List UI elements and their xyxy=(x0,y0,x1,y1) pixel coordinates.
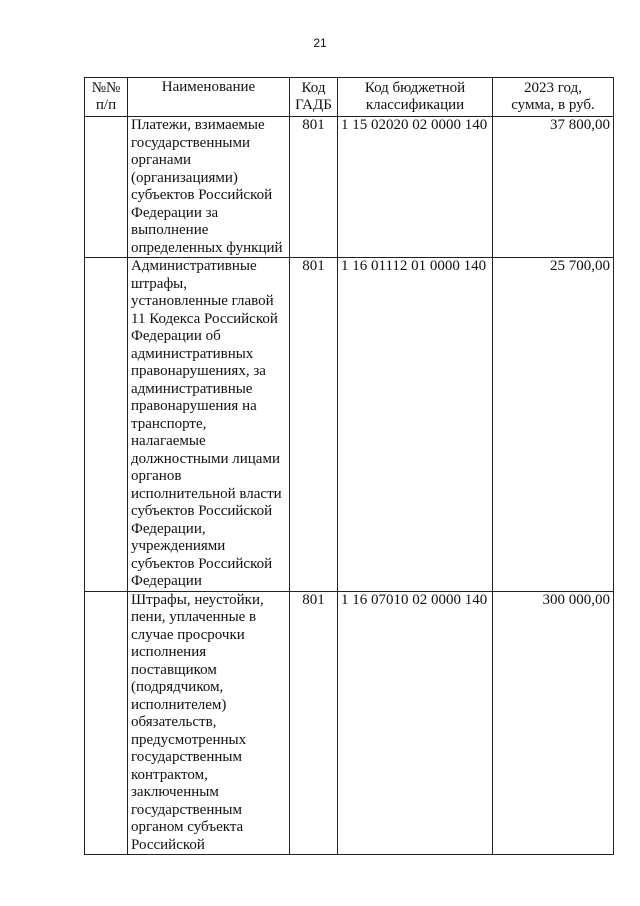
cell-name-line: обязательств, xyxy=(131,714,217,730)
cell-name-line: правонарушения на xyxy=(131,398,257,414)
cell-name xyxy=(128,591,290,855)
cell-name-line: государственным xyxy=(131,801,242,818)
cell-name xyxy=(128,258,290,592)
cell-name-line: предусмотренных xyxy=(131,731,247,748)
cell-name-line: Федерации об xyxy=(131,328,221,344)
header-sum xyxy=(493,78,614,117)
cell-name-line: определенных функций xyxy=(131,239,283,256)
header-kbk-line: Код бюджетной xyxy=(364,79,466,96)
cell-num xyxy=(85,258,128,592)
cell-name-line: пени, уплаченные в xyxy=(131,609,257,625)
cell-name-line: (подрядчиком, xyxy=(131,679,224,695)
table-row xyxy=(85,117,614,258)
cell-name-line: транспорте, xyxy=(131,415,207,432)
cell-name-line: случае просрочки xyxy=(131,626,245,643)
cell-name-line: контрактом, xyxy=(131,766,208,783)
cell-name-line: субъектов Российской xyxy=(131,555,273,572)
cell-num xyxy=(85,591,128,855)
cell-name-line: (организациями) xyxy=(131,169,238,186)
cell-name-line: органом субъекта xyxy=(131,819,244,835)
table-body xyxy=(85,117,614,855)
cell-gadb: 801 xyxy=(290,258,338,592)
cell-name-line: выполнение xyxy=(131,222,209,238)
cell-name-line: налагаемые xyxy=(131,433,206,449)
cell-name-line: органов xyxy=(131,468,182,484)
cell-sum: 25 700,00 xyxy=(493,258,614,592)
cell-name-line: заключенным xyxy=(131,784,219,800)
cell-name xyxy=(128,117,290,258)
budget-revenue-table xyxy=(84,77,614,855)
cell-name-line: административные xyxy=(131,380,253,397)
header-sum-line: сумма, в руб. xyxy=(511,97,595,113)
cell-name-line: исполнителем) xyxy=(131,696,227,713)
header-num-line: п/п xyxy=(95,97,117,113)
cell-name-line: Штрафы, неустойки, xyxy=(131,591,264,608)
cell-name-line: государственным xyxy=(131,749,242,765)
cell-name-line: Федерации xyxy=(131,573,202,589)
cell-name-line: штрафы, xyxy=(131,275,187,292)
header-num xyxy=(85,78,128,117)
cell-name-line: субъектов Российской xyxy=(131,503,273,519)
page-number: 21 xyxy=(313,36,327,50)
table-row xyxy=(85,591,614,855)
header-gadb-line: Код xyxy=(301,79,326,96)
header-sum-line: 2023 год, xyxy=(524,79,582,96)
cell-name-line: Административные xyxy=(131,258,257,274)
cell-sum: 300 000,00 xyxy=(493,591,614,855)
cell-name-line: исполнительной власти xyxy=(131,485,282,502)
header-name-line: Наименование xyxy=(161,79,256,95)
header-gadb-line: ГАДБ xyxy=(295,97,332,113)
header-num-line: №№ xyxy=(91,79,121,96)
cell-name-line: исполнения xyxy=(131,644,207,660)
cell-name-line: субъектов Российской xyxy=(131,187,273,203)
cell-name-line: государственными xyxy=(131,134,250,151)
header-name xyxy=(128,78,290,117)
header-kbk-line: классификации xyxy=(365,97,465,113)
cell-name-line: должностными лицами xyxy=(131,450,280,467)
cell-name-line: 11 Кодекса Российской xyxy=(131,310,278,327)
cell-kbk: 1 15 02020 02 0000 140 xyxy=(338,117,493,258)
header-gadb xyxy=(290,78,338,117)
cell-name-line: поставщиком xyxy=(131,661,217,678)
cell-kbk: 1 16 07010 02 0000 140 xyxy=(338,591,493,855)
header-kbk xyxy=(338,78,493,117)
cell-kbk: 1 16 01112 01 0000 140 xyxy=(338,258,493,592)
cell-name-line: учреждениями xyxy=(131,538,226,554)
cell-name-line: Российской xyxy=(131,836,205,853)
cell-gadb: 801 xyxy=(290,591,338,855)
cell-name-line: установленные главой xyxy=(131,293,274,309)
cell-name-line: правонарушениях, за xyxy=(131,363,266,379)
cell-name-line: Федерации, xyxy=(131,520,206,537)
cell-name-line: административных xyxy=(131,345,254,362)
cell-num xyxy=(85,117,128,258)
cell-gadb: 801 xyxy=(290,117,338,258)
cell-name-line: органами xyxy=(131,152,192,168)
table-row xyxy=(85,258,614,592)
table-header-row xyxy=(85,78,614,117)
cell-sum: 37 800,00 xyxy=(493,117,614,258)
cell-name-line: Федерации за xyxy=(131,204,219,221)
cell-name-line: Платежи, взимаемые xyxy=(131,117,265,133)
